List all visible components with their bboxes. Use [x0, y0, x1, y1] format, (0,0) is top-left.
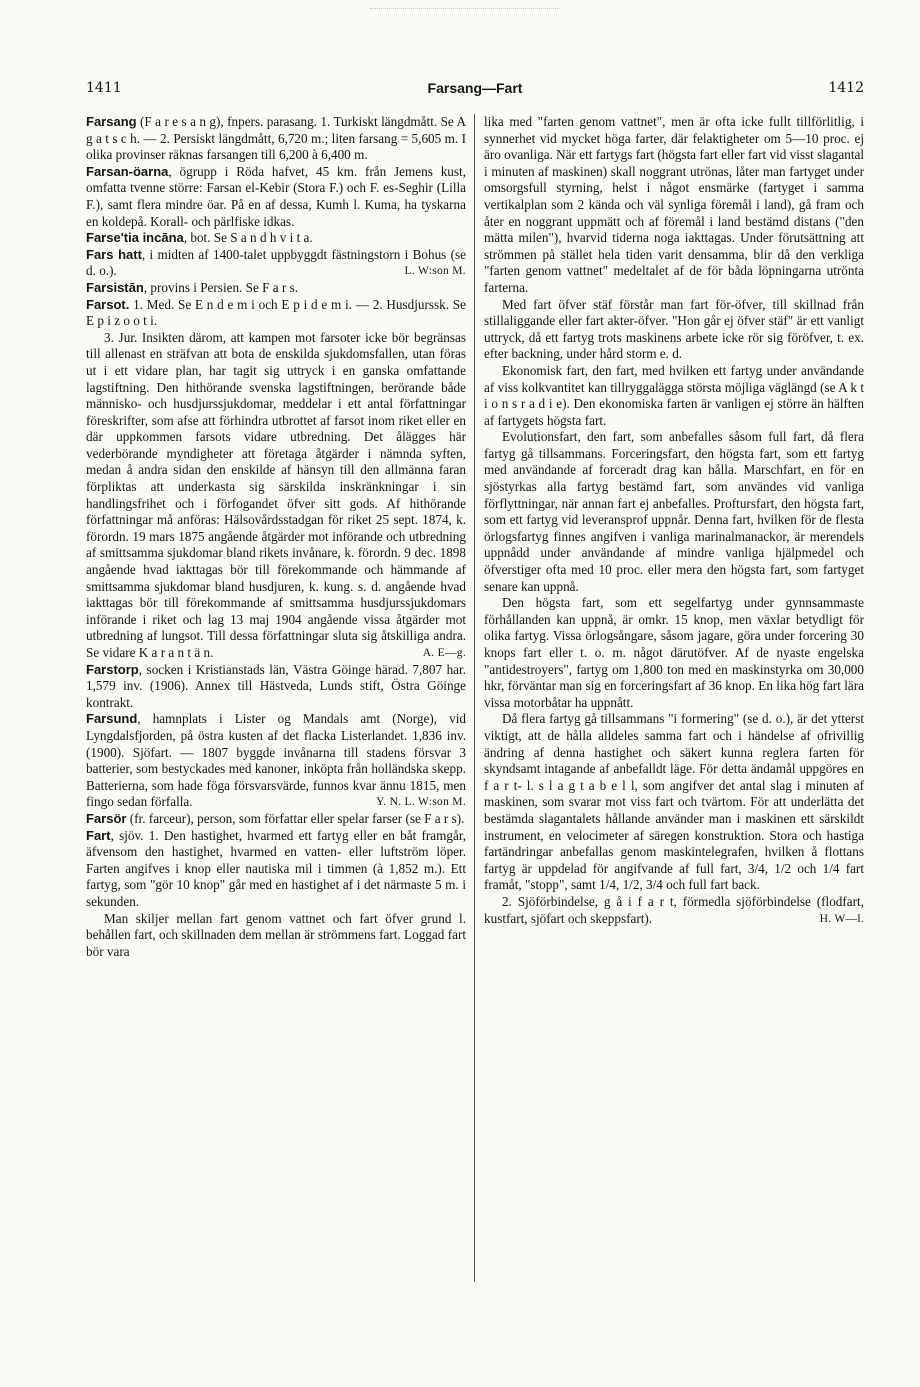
entry-text: Man skiljer mellan fart genom vattnet och fart öfver grund l. behållen fart, och skillnaden dem mellan är strömmens fart. Loggad fart bör vara — [86, 910, 466, 959]
entry-text: , provins i Persien. Se F a r s. — [143, 279, 299, 295]
entry-farsetia — [86, 230, 466, 247]
entry-fart — [86, 828, 466, 911]
paragraph-text: Då flera fartyg gå tillsammans "i formering" (se d. o.), är det ytterst viktigt, att de hålla alldeles samma fart och i händelse af ofrivillig ändring af denna hastighet och säkert kunna reglera farten för skyndsamt intagande af anbefalldt läge. För detta ändamål uppgöres en f a r t- l. s l a g t a b e l l, som angifver det antal slag i minuten af maskinen, som svarar mot viss fart och tvärtom. För att underlätta det bestämda slagantalets hållande använder man i maskinen ett särskildt instrument, en velocimeter af säregen konstruktion. Stora och hastiga fartändringar anbefallas genom maskintelegrafen, hvilken å flottans fartyg är uppdelad för angifvande af full fart, 3/4, 1/2 och 1/4 fart framåt, "stopp", samt 1/4, 1/2, 3/4 och full fart back. — [484, 711, 864, 893]
entry-farsor — [86, 811, 466, 828]
paragraph-text: lika med "farten genom vattnet", men är ofta icke fullt tillförlitlig, i synnerhet vid mycket höga farter, där felaktigheter om 5—10 proc. ej äro ovanliga. När ett fartygs fart (högsta fart eller fart vid visst slagantal i minuten af maskinen) skall noggrant utrönas, låter man fartyget under omsorgsfull styrning, helst i något ensmärke (fartyget i samma vertikalplan som 2 kända och väl synliga föremål i land), gå fram och åter en noggrant uppmätt och af föremål i land bestämd distans ("den mätta milen"), hvarvid tiderna noga iakttagas. Under förutsättning att strömmen på stället hela tiden varit densamma, blir då den verkliga "farten genom vattnet" medeltalet af de för båda löpningarna utrönta farterna. — [484, 114, 864, 295]
headword: Farsot. — [86, 296, 130, 312]
entry-farsistan — [86, 280, 466, 297]
entry-text: , socken i Kristianstads län, Västra Göinge härad. 7,807 har. 1,579 inv. (1906). Annex till Hästveda, Lunds stift, Östra Göinge kontrakt. — [86, 661, 466, 710]
page-header — [86, 80, 864, 102]
entry-farsund — [86, 711, 466, 811]
entry-farsot — [86, 297, 466, 330]
entry-text: , sjöv. 1. Den hastighet, hvarmed ett fartyg eller en båt framgår, äfvensom den hastighet, hvarmed en vatten- eller luftström löper. Farten angifves i knop eller nautiska mil i timmen (à 1,852 m.). Ett fartyg, som "gör 10 knop" går med en hastighet af i det närmaste 5 m. i sekunden. — [86, 827, 466, 909]
running-title: Farsang—Fart — [427, 80, 523, 96]
author-signature: L. W:son M. — [404, 265, 466, 278]
entry-text: , bot. Se S a n d h v i t a. — [183, 230, 313, 246]
headword: Fars hatt — [86, 246, 142, 262]
paragraph — [484, 711, 864, 894]
paragraph-text: Evolutionsfart, den fart, som anbefalles såsom full fart, då flera fartyg gå tillsammans. Forceringsfart, den högsta fart, som ett fartyg med användande af forceradt drag kan hålla. Marschfart, en för en sjöstyrkas alla fartyg bestämd fart, som användes vid vanliga förflyttningar, när annan fart ej anbefalles. Proftursfart, den högsta fart, som ett fartyg vid leveransprof uppnår. Denna fart, hvilken för de flesta örlogsfartyg finnes angifven i vanliga marinalmanackor, är merendels uppnådd under användande af mindre vanliga hjälpmedel och öfverstiger ofta med 10 proc. eller mera den högsta fart, som fartyget senare kan uppnå. — [484, 429, 864, 594]
author-signature: A. E—g. — [422, 647, 466, 659]
entry-fars-hatt — [86, 247, 466, 280]
entry-farsang — [86, 114, 466, 164]
entry-farstorp — [86, 662, 466, 712]
author-signature: H. W—l. — [819, 912, 864, 925]
headword: Farsang — [86, 114, 137, 129]
paragraph-text: Ekonomisk fart, den fart, med hvilken ett fartyg under användande af viss kolkvantitet kan tillryggalägga största möjliga väglängd (se A k t i o n s r a d i e). Den ekonomiska farten är vanligen ej större än hälften af fartygets högsta fart. — [484, 362, 864, 428]
headword: Farstorp — [86, 661, 139, 677]
headword: Farsan-öarna — [86, 163, 169, 179]
entry-farsot-jur — [86, 330, 466, 662]
scan-smudge — [370, 8, 560, 11]
left-column — [86, 114, 466, 960]
paragraph-text: Med fart öfver stäf förstår man fart för-öfver, till skillnad från stillaliggande eller fart akter-öfver. "Hon går ej öfver stäf" är ett vanligt uttryck, då ett fartyg trots maskinens arbete icke rör sig föröfver, t. ex. efter backning, under hård storm e. d. — [484, 296, 864, 362]
author-signature: Y. N. L. W:son M. — [376, 796, 466, 809]
headword: Fart — [86, 827, 111, 843]
entry-text: 1. Med. Se E n d e m i och E p i d e m i. — 2. Husdjurssk. Se E p i z o o t i. — [86, 296, 466, 329]
headword: Farse'tia incāna — [86, 230, 184, 246]
entry-text: , ögrupp i Röda hafvet, 45 km. från Jemens kust, omfatta tvenne större: Farsan el-Kebir (Stora F.) och F. es-Seghir (Lilla F.), samt flera mindre öar. På en af dessa, Kumh l. Kuma, ha tyskarna en koldepå. Korall- och pärlfiske idkas. — [86, 163, 466, 229]
paragraph — [484, 429, 864, 595]
headword: Farsund — [86, 711, 138, 727]
entry-text: (fr. farceur), person, som författar eller spelar farser (se F a r s). — [126, 810, 465, 826]
right-column — [484, 114, 864, 927]
entry-fart-continued — [86, 911, 466, 961]
entry-text: , i midten af 1400-talet uppbyggdt fästningstorn i Bohus (se d. o.). — [86, 246, 466, 279]
page-number-left: 1411 — [86, 80, 122, 96]
paragraph — [484, 297, 864, 363]
paragraph-text: 2. Sjöförbindelse, g å i f a r t, förmedla sjöförbindelse (flodfart, kustfart, sjöfart och skeppsfart). — [484, 893, 864, 926]
column-divider — [474, 114, 475, 1282]
page-number-right: 1412 — [828, 80, 864, 96]
headword: Farsör — [86, 810, 127, 826]
entry-farsan-oarna — [86, 164, 466, 230]
entry-text: , hamnplats i Lister og Mandals amt (Norge), vid Lyngdalsfjorden, på östra kusten af det flacka Listerlandet. 1,836 inv. (1900). Sjöfart. — 1807 byggde invånarna till stadens försvar 3 batterier, som bestyckades med kanoner, inköpta från holländska skepp. Batterierna, som hade föga försvarsvärde, funnos kvar ännu 1815, men fingo sedan förfalla. — [86, 711, 466, 810]
paragraph — [484, 114, 864, 297]
paragraph — [484, 595, 864, 711]
paragraph-text: Den högsta fart, som ett segelfartyg under gynnsammaste förhållanden kan uppnå, är omkr. 15 knop, men växlar betydligt för olika fartyg. Vissa örlogsångare, såsom jagare, göra under forcering 30 knops fart eller t. o. m. något därutöfver. Af de nyaste engelska "antidestroyers", fartyg om 1,800 ton med en maskinstyrka om 30,000 hkr, förväntar man sig en forceringsfart af 36 knop. En lika hög fart lära vissa motorbåtar ha uppnått. — [484, 595, 864, 710]
paragraph — [484, 894, 864, 927]
entry-text: 3. Jur. Insikten därom, att kampen mot farsoter icke bör begränsas till allenast en sträfvan att bota de enskilda sjukdomsfallen, utan föras ut i ett vidare plan, har tagit sig uttryck i en ganska omfattande lagstiftning. Den hithörande svenska lagstiftningen, berörande både människo- och husdjurssjukdomar, meddelar i ett antal författningar föreskrifter, som afse att förhindra utbrottet af farsot inom riket eller en där uppkommen farsots vidare utbredning. Det ålägges här vederbörande myndigheter att företaga åtgärder i nämnda syften, medan å andra sidan den enskilde af hänsyn till den allmänna faran förpliktas att underkasta sig särskilda inskränkningar i sin handlingsfrihet och i förfogandet öfver sitt gods. Af hithörande författningar må anföras: Hälsovårdsstadgan för riket 25 sept. 1874, k. förordn. 19 mars 1875 angående åtgärder mot införande och utbredning af smittsamma sjukdomar bland rikets invånare, k. förordn. 9 dec. 1898 angående hvad iakttagas bör till förekommande och hämmande af smittsamma sjukdomar bland husdjuren, k. kung. s. d. angående hvad iakttagas bör till förekommande af smittsamma husdjurssjukdomars införande i riket och lag 13 maj 1904 angående vissa åtgärder mot utbredning af lungsot. Till dessa författningar sluta sig åtskilliga andra. Se vidare K a r a n t ä n. — [86, 329, 466, 660]
paragraph — [484, 363, 864, 429]
headword: Farsistān — [86, 279, 144, 295]
entry-text: (F a r e s a n g), fnpers. parasang. 1. Turkiskt längdmått. Se A g a t s c h. — 2. Persiskt längdmått, 6,720 m.; liten farsang = 5,605 m. I olika provinser räknas farsangen till 6,200 à 6,400 m. — [86, 114, 466, 163]
